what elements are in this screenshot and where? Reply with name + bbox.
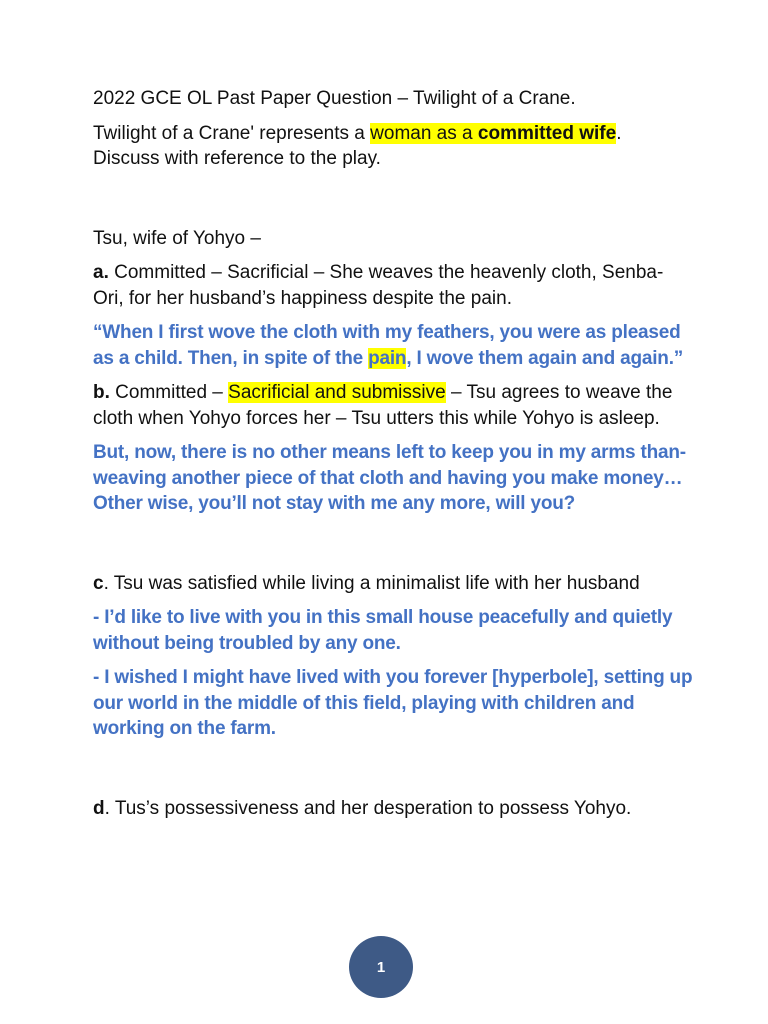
question-part1: Twilight of a Crane' represents a <box>93 122 371 144</box>
point-d-letter: d <box>93 797 105 819</box>
point-d <box>93 796 693 822</box>
intro-line: Tsu, wife of Yohyo – <box>93 227 261 249</box>
point-c-text: . Tsu was satisfied while living a minimalist life with her husband <box>103 572 640 594</box>
document-title: 2022 GCE OL Past Paper Question – Twilight of a Crane. <box>93 88 576 109</box>
point-a-text: Committed – Sacrificial – She weaves the heavenly cloth, Senba-Ori, for her husband’s happiness despite the pain. <box>93 262 664 309</box>
quote-a-highlight: pain <box>368 347 407 369</box>
document-page <box>93 86 693 830</box>
page-number-badge: 1 <box>349 936 413 998</box>
point-b-letter: b. <box>93 382 110 403</box>
point-a-letter: a. <box>93 262 109 283</box>
quote-a: “When I first wove the cloth with my feathers, you were as pleased as a child. Then, in spite of the pain, I wove them again and again.” <box>93 322 684 369</box>
question-highlight: woman as a committed wife <box>370 122 617 144</box>
question-text <box>93 121 693 172</box>
point-c <box>93 571 693 597</box>
question-highlight-bold: committed wife <box>477 122 617 144</box>
point-c-letter: c <box>93 572 104 594</box>
question-part2: . Discuss with reference to the play. <box>93 122 622 169</box>
quote-c1: - I’d like to live with you in this small house peacefully and quietly without being troubled by any one. <box>93 607 673 654</box>
quote-c2: - I wished I might have lived with you forever [hyperbole], setting up our world in the middle of this field, playing with children and working on the farm. <box>93 667 693 739</box>
quote-b: But, now, there is no other means left to keep you in my arms than-weaving another piece of that cloth and having you make money… Other wise, you’ll not stay with me any more, will you? <box>93 442 686 514</box>
point-d-text: . Tus’s possessiveness and her desperation to possess Yohyo. <box>104 797 632 819</box>
point-b-highlight: Sacrificial and submissive <box>228 382 446 403</box>
point-a <box>93 260 693 311</box>
point-b: b. Committed – Sacrificial and submissive – Tsu agrees to weave the cloth when Yohyo forces her – Tsu utters this while Yohyo is asleep. <box>93 382 673 429</box>
